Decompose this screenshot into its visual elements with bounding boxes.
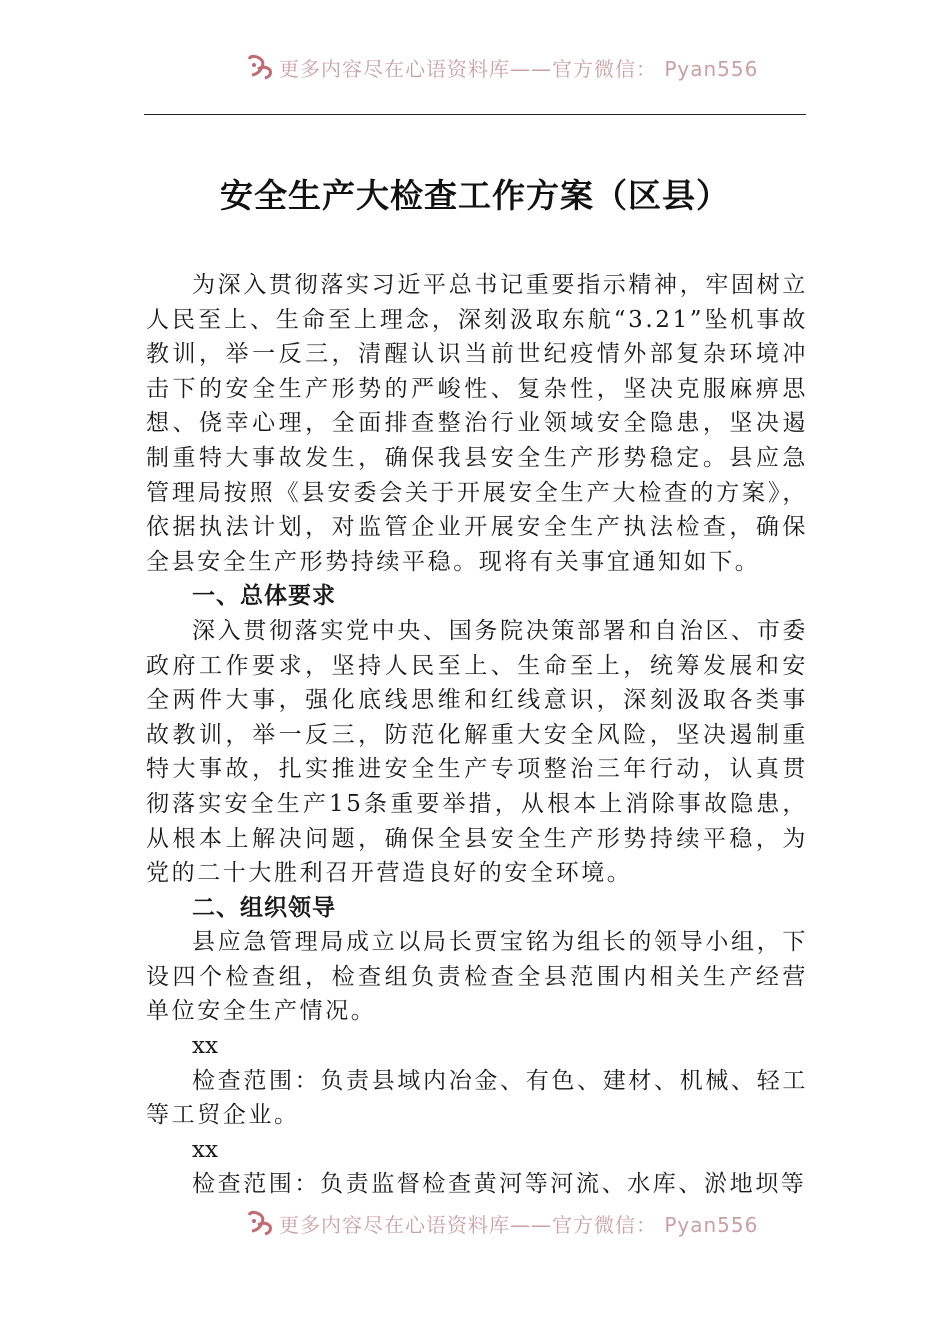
- inspection-group-1-scope: 检查范围：负责县域内冶金、有色、建材、机械、轻工等工贸企业。: [146, 1067, 808, 1129]
- section-heading-general-requirements: 一、总体要求: [192, 583, 336, 610]
- watermark-text: 更多内容尽在心语资料库——官方微信： Pyan556: [279, 56, 759, 81]
- watermark-header: [245, 52, 758, 82]
- inspection-group-2-label: xx: [192, 1136, 218, 1163]
- brand-logo-icon: [245, 1209, 275, 1237]
- header-divider: [144, 114, 806, 115]
- document-title: 安全生产大检查工作方案（区县）: [220, 176, 730, 215]
- section-general-requirements-body: 深入贯彻落实党中央、国务院决策部署和自治区、市委政府工作要求，坚持人民至上、生命至上，统筹发展和安全两件大事，强化底线思维和红线意识，深刻汲取各类事故教训，举一反三，防范化解重大安全风险，坚决遏制重特大事故，扎实推进安全生产专项整治三年行动，认真贯彻落实安全生产15条重要举措，从根本上消除事故隐患，从根本上解决问题，确保全县安全生产形势持续平稳，为党的二十大胜利召开营造良好的安全环境。: [146, 617, 808, 887]
- brand-logo-icon: [245, 53, 275, 81]
- section-heading-organization: 二、组织领导: [192, 894, 336, 921]
- inspection-group-2-scope: 检查范围：负责监督检查黄河等河流、水库、淤地坝等: [192, 1171, 807, 1198]
- document-body: [146, 268, 808, 1202]
- watermark-footer: [245, 1208, 758, 1238]
- inspection-group-1-label: xx: [192, 1033, 218, 1060]
- section-organization-body: 县应急管理局成立以局长贾宝铭为组长的领导小组，下设四个检查组，检查组负责检查全县范围内相关生产经营单位安全生产情况。: [146, 929, 808, 1025]
- intro-paragraph: 为深入贯彻落实习近平总书记重要指示精神，牢固树立人民至上、生命至上理念，深刻汲取东航“3.21”坠机事故教训，举一反三，清醒认识当前世纪疫情外部复杂环境冲击下的安全生产形势的严峻性、复杂性，坚决克服麻痹思想、侥幸心理，全面排查整治行业领域安全隐患，坚决遏制重特大事故发生，确保我县安全生产形势稳定。县应急管理局按照《县安委会关于开展安全生产大检查的方案》，依据执法计划，对监管企业开展安全生产执法检查，确保全县安全生产形势持续平稳。现将有关事宜通知如下。: [146, 272, 808, 575]
- watermark-text: 更多内容尽在心语资料库——官方微信： Pyan556: [279, 1212, 759, 1237]
